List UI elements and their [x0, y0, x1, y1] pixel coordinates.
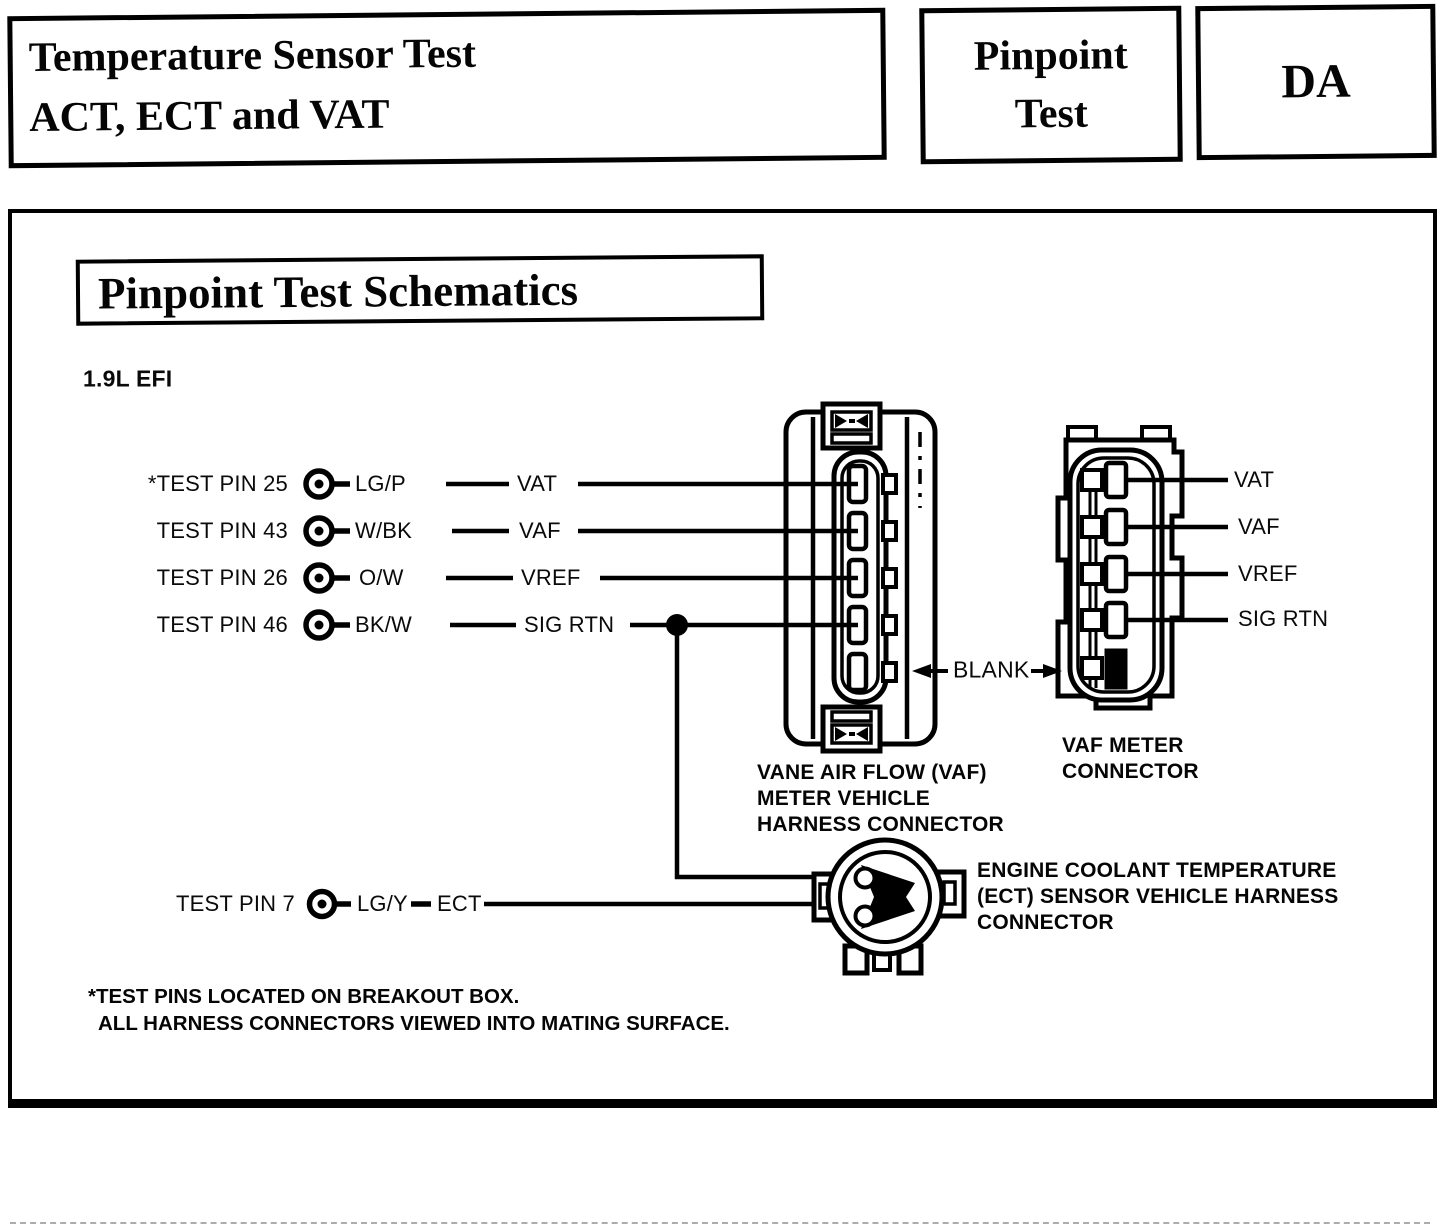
- meter-pin-label: VAF: [1238, 514, 1280, 539]
- wire-junction-dot: [666, 614, 688, 636]
- test-pin-label: TEST PIN 46: [156, 612, 288, 637]
- meter-pin-label: VAT: [1234, 467, 1275, 492]
- wire-color-label: W/BK: [355, 518, 413, 543]
- test-pin-icon: [310, 892, 335, 917]
- pinpoint-box-line1: Pinpoint: [973, 32, 1128, 80]
- wire-color-label: BK/W: [355, 612, 413, 637]
- footnote-line: *TEST PINS LOCATED ON BREAKOUT BOX.: [88, 985, 520, 1008]
- blank-label: BLANK: [953, 656, 1030, 683]
- signal-label: VREF: [521, 565, 581, 590]
- test-pin-icon: [306, 565, 332, 591]
- test-pin-label: *TEST PIN 25: [147, 471, 288, 496]
- ect-connector-icon: [814, 840, 964, 973]
- doc-title-line1: Temperature Sensor Test: [28, 30, 477, 82]
- signal-label: SIG RTN: [524, 612, 615, 637]
- meter-pin-label: SIG RTN: [1238, 606, 1329, 631]
- test-pin-probe-icons: [306, 471, 335, 917]
- wire-color-label: LG/P: [355, 471, 406, 496]
- section-title: Pinpoint Test Schematics: [97, 264, 579, 319]
- footnotes: [88, 983, 730, 1037]
- scan-edge-line: [10, 1222, 1430, 1224]
- caption-line: HARNESS CONNECTOR: [757, 813, 1004, 836]
- blank-pin: [1106, 650, 1126, 688]
- signal-label: VAT: [517, 471, 558, 496]
- vaf-meter-connector-icon: [1058, 427, 1182, 708]
- engine-variant-label: 1.9L EFI: [83, 365, 173, 392]
- footnote-line: ALL HARNESS CONNECTORS VIEWED INTO MATING SURFACE.: [98, 1012, 730, 1035]
- wire-color-label: LG/Y: [357, 891, 408, 916]
- doc-title-line2: ACT, ECT and VAT: [29, 91, 390, 142]
- signal-label: ECT: [437, 891, 482, 916]
- test-pin-label: TEST PIN 43: [156, 518, 288, 543]
- test-pin-icon: [306, 612, 332, 638]
- caption-line: CONNECTOR: [1062, 760, 1199, 783]
- meter-pin-label: VREF: [1238, 561, 1298, 586]
- caption-line: CONNECTOR: [977, 911, 1114, 934]
- signal-label: VAF: [519, 518, 561, 543]
- page-code: DA: [1281, 54, 1351, 109]
- vaf-meter-caption: [1062, 733, 1199, 785]
- caption-line: VAF METER: [1062, 734, 1184, 757]
- caption-line: (ECT) SENSOR VEHICLE HARNESS: [977, 885, 1339, 908]
- caption-line: VANE AIR FLOW (VAF): [757, 761, 987, 784]
- ect-harness-caption: [977, 858, 1338, 936]
- test-pin-label: TEST PIN 7: [176, 891, 295, 916]
- test-pin-label: TEST PIN 26: [156, 565, 288, 590]
- caption-line: ENGINE COOLANT TEMPERATURE: [977, 859, 1337, 882]
- wire-color-label: O/W: [359, 565, 404, 590]
- caption-line: METER VEHICLE: [757, 787, 930, 810]
- pinpoint-box-line2: Test: [1014, 90, 1089, 138]
- vaf-harness-caption: [757, 760, 1004, 838]
- test-pin-icon: [306, 471, 332, 497]
- test-pin-icon: [306, 518, 332, 544]
